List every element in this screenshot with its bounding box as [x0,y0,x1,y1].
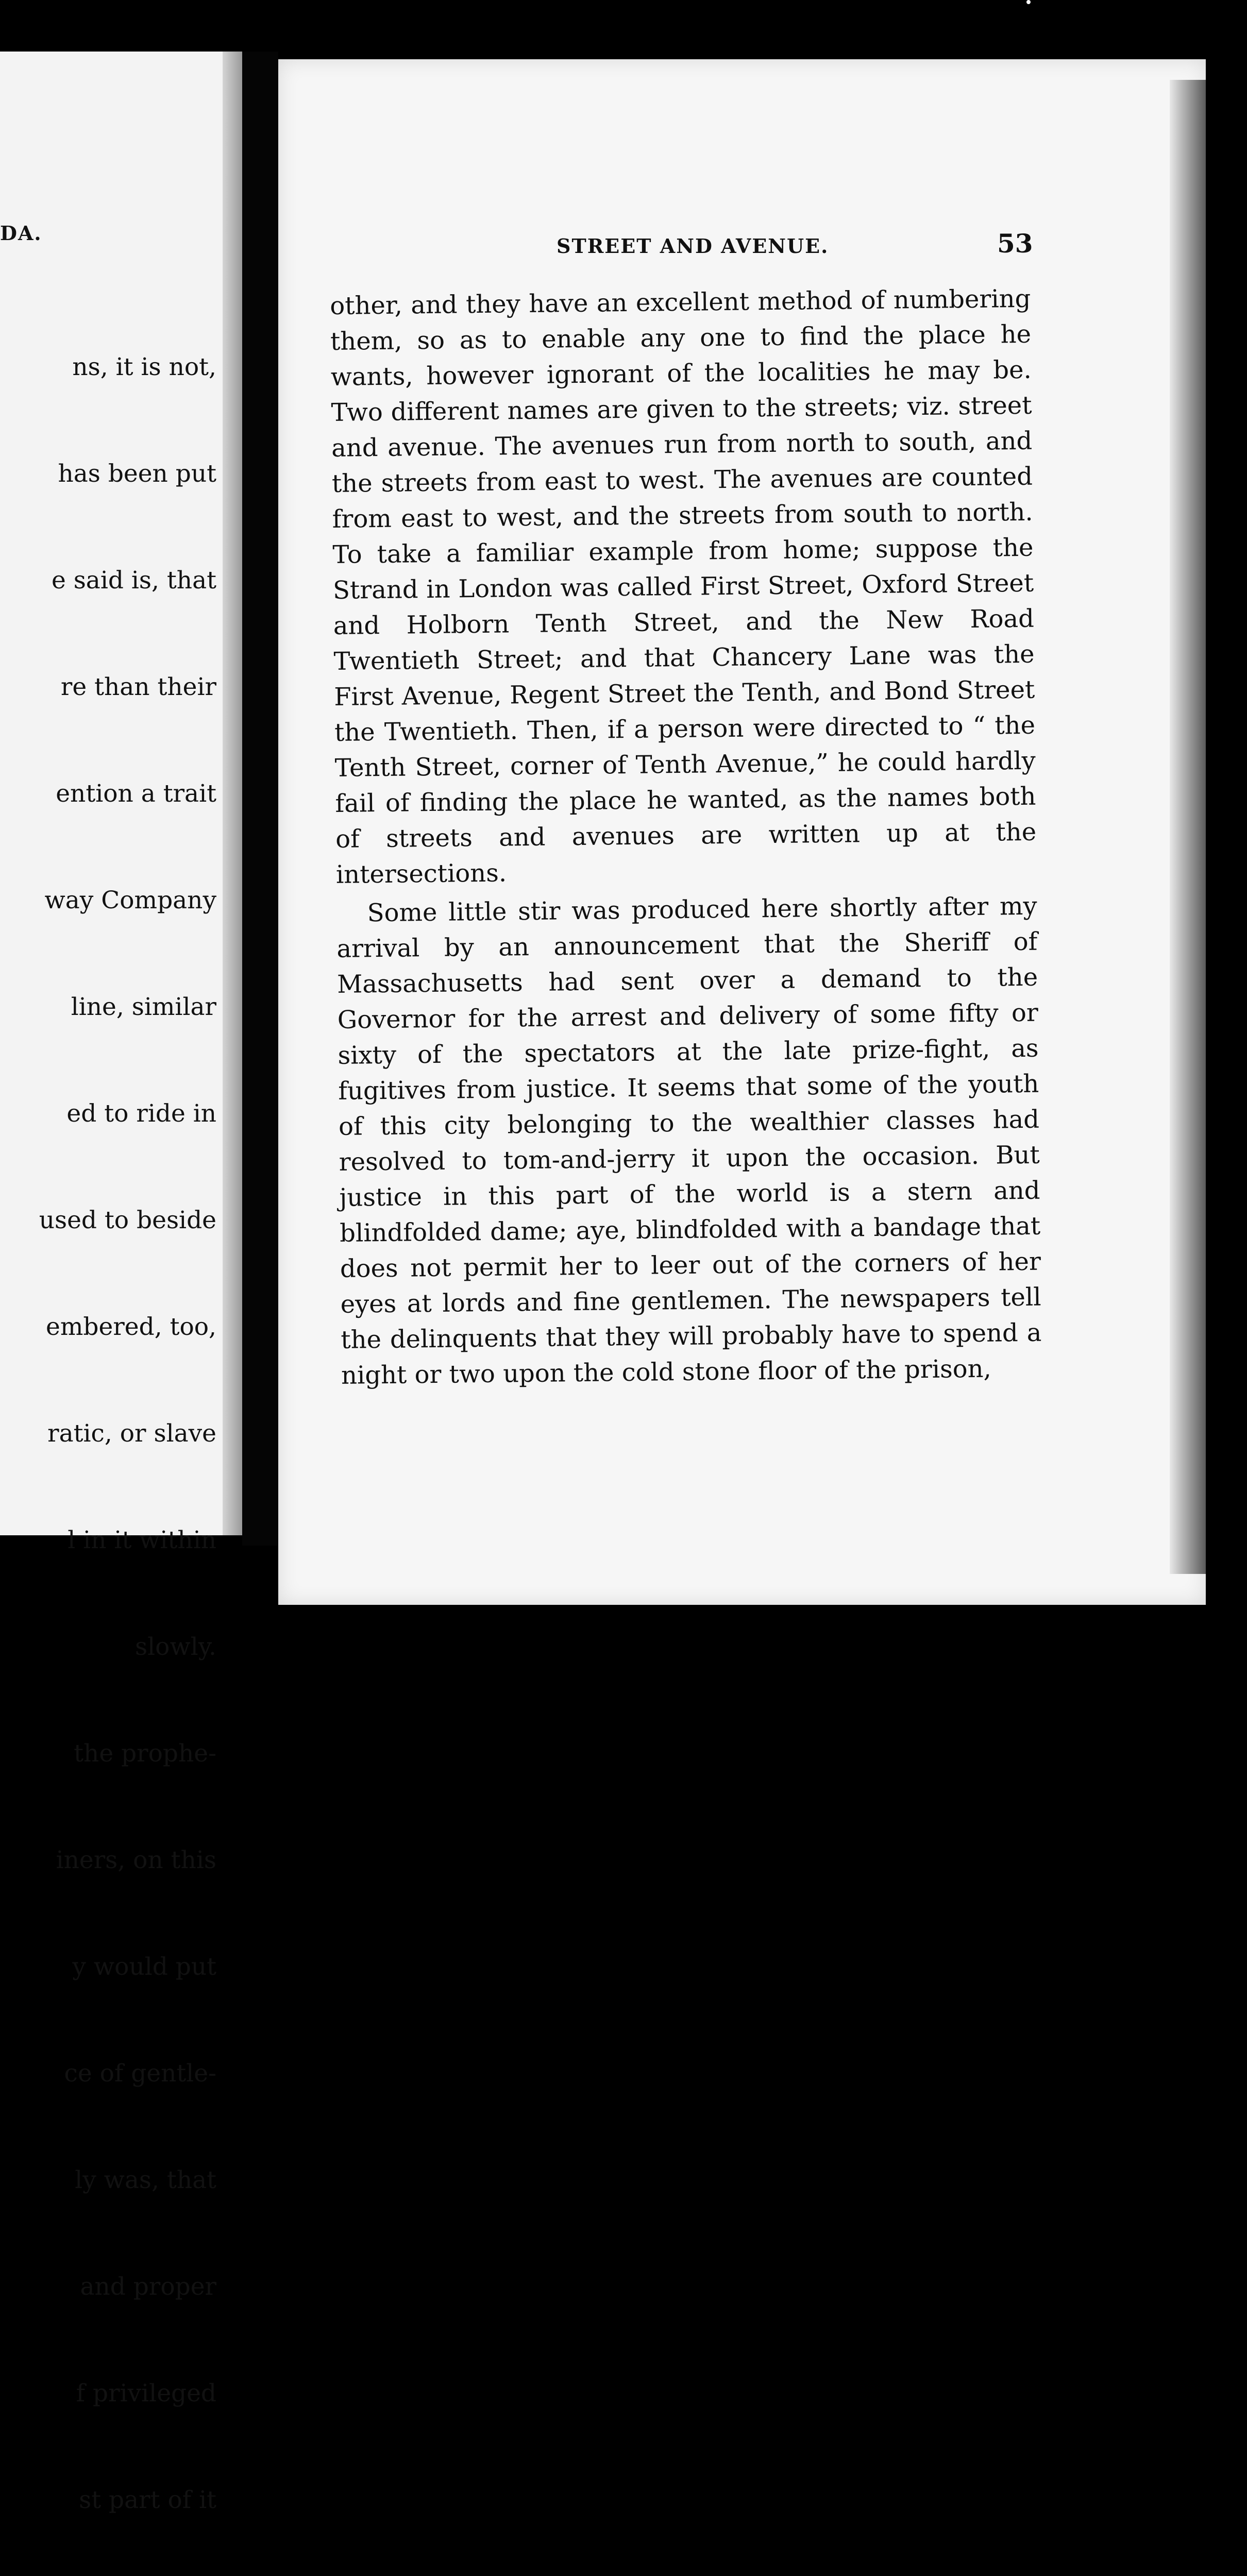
left-line: the prophe- [74,1739,216,1768]
left-line: slowly. [135,1633,216,1661]
left-line: line, similar [71,993,216,1021]
running-head: STREET AND AVENUE. [557,234,829,258]
paragraph: other, and they have an excellent method of numbering them, so as to enable any one to find the place he wants, however ignorant of the localities he may be. Two different names are given to the streets; viz. street and avenue. The avenues run from north to south, and the streets from east to west. The avenues are counted from east to west, and the streets from south to north. To take a familiar example from home; suppose the Strand in London was called First Street, Oxford Street and Holborn Tenth Street, and the New Road Twentieth Street; and that Chancery Lane was the First Avenue, Regent Street the Tenth, and Bond Street the Twentieth. Then, if a person were directed to “ the Tenth Street, corner of Tenth Avenue,” he could hardly fail of finding the place he wanted, as the names both of streets and avenues are written up at the intersections. [330,284,1037,889]
left-line: ly was, that [75,2166,216,2194]
left-line: ce of gentle- [64,2059,216,2088]
left-line: ns, it is not, [72,353,216,381]
left-line: way Company [44,886,216,914]
left-line: ratic, or slave [47,1419,216,1448]
left-line: e said is, that [51,566,216,595]
scan-speck [1026,0,1031,4]
left-page [0,52,242,2514]
left-running-head: DA. [0,222,42,245]
right-page [278,59,1206,1605]
left-page-text [39,278,216,2576]
left-line: y would put [72,1953,216,1981]
left-line: re than their [60,673,216,701]
left-line: and proper [80,2273,216,2301]
right-page-edge-shadow [1170,80,1206,1574]
page-number: 53 [997,228,1033,259]
left-line: embered, too, [46,1313,216,1341]
left-line: has been put [58,460,216,488]
left-line: used to beside [39,1206,216,1234]
left-line: ed to ride in [66,1099,216,1128]
left-page-edge-shadow [223,52,242,1535]
left-line: l in it within [68,1526,216,1554]
left-line: f privileged [76,2379,216,2408]
left-line: st part of it [79,2486,216,2514]
left-line: ention a trait [56,779,216,808]
page-body [330,281,1042,1394]
book-gutter [242,52,278,1546]
paragraph: Some little stir was produced here shortly after my arrival by an announcement that the Sheriff of Massachusetts had sent over a demand to the Governor for the arrest and delivery of some fifty or sixty of the spectators at the late prize-fight, as fugitives from justice. It seems that some of the youth of this city belonging to the wealthier classes had resolved to tom-and-jerry it upon the occasion. But justice in this part of the world is a stern and blindfolded dame; aye, blindfolded with a bandage that does not permit her to leer out of the corners of her eyes at lords and fine gentlemen. The newspapers tell the delinquents that they will probably have to spend a night or two upon the cold stone floor of the prison, [336,891,1042,1390]
left-line: iners, on this [56,1846,216,1874]
